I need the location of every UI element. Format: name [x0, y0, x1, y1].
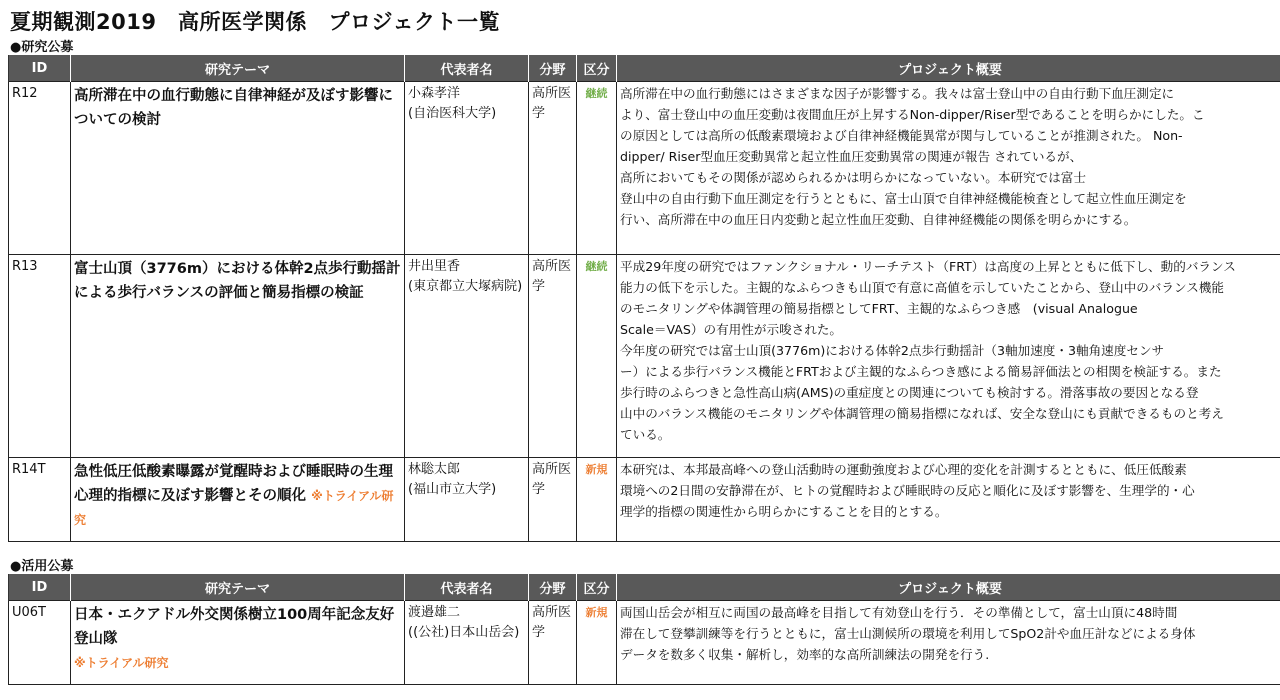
table-row — [9, 601, 1280, 685]
summary-line: 歩行時のふらつきと急性高山病(AMS)の重症度との関連についても検討する。滑落事故の要因となる登 — [620, 385, 1199, 400]
header-id: ID — [9, 55, 71, 82]
row-field: 高所医学 — [529, 255, 577, 458]
row-id: U06T — [9, 601, 71, 685]
row-kubun: 継続 — [577, 82, 617, 255]
row-summary — [617, 601, 1280, 685]
summary-line: 平成29年度の研究ではファンクショナル・リーチテスト（FRT）は高度の上昇とともに低下し、動的バランス — [620, 259, 1236, 274]
rep-name: 小森孝洋 — [408, 86, 461, 101]
summary-line: 山中のバランス機能のモニタリングや体調管理の簡易指標になれば、安全な登山にも貢献できるものと考え — [620, 406, 1224, 421]
row-id: R13 — [9, 255, 71, 458]
theme-text: 日本・エクアドル外交関係樹立100周年記念友好登山隊 — [74, 607, 395, 647]
summary-line: 理学的指標の関連性から明らかにすることを目的とする。 — [620, 504, 948, 519]
rep-affiliation: (自治医科大学) — [408, 106, 497, 121]
row-id: R12 — [9, 82, 71, 255]
row-theme — [71, 458, 405, 542]
rep-name: 渡邉雄二 — [408, 605, 461, 620]
row-theme — [71, 601, 405, 685]
summary-line: 滞在して登攀訓練等を行うとともに，富士山測候所の環境を利用してSpO2計や血圧計などによる身体 — [620, 626, 1196, 641]
summary-line: 環境への2日間の安静滞在が、ヒトの覚醒時および睡眠時の反応と順化に及ぼす影響を、生理学的・心 — [620, 483, 1195, 498]
summary-line: 高所においてもその関係が認められるかは明らかになっていない。本研究では富士 — [620, 170, 1086, 185]
utilization-table — [8, 574, 1280, 685]
header-field: 分野 — [529, 55, 577, 82]
row-theme — [71, 82, 405, 255]
section-label-research: ●研究公募 — [10, 40, 74, 55]
table-header-row — [9, 574, 1280, 601]
row-kubun: 継続 — [577, 255, 617, 458]
table-row — [9, 82, 1280, 255]
summary-line: データを数多く収集・解析し，効率的な高所訓練法の開発を行う. — [620, 647, 990, 662]
row-kubun: 新規 — [577, 601, 617, 685]
summary-line: 両国山岳会が相互に両国の最高峰を目指して有効登山を行う．その準備として，富士山頂に48時間 — [620, 605, 1178, 620]
header-rep: 代表者名 — [405, 55, 529, 82]
summary-line: の原因としては高所の低酸素環境および自律神経機能異常が関与していることが推測された。 Non- — [620, 128, 1183, 143]
header-kubun: 区分 — [577, 574, 617, 601]
trial-badge: ※トライアル研究 — [74, 656, 169, 670]
row-kubun: 新規 — [577, 458, 617, 542]
rep-name: 林聡太郎 — [408, 462, 461, 477]
header-rep: 代表者名 — [405, 574, 529, 601]
summary-line: 今年度の研究では富士山頂(3776m)における体幹2点歩行動揺計（3軸加速度・3軸角速度センサ — [620, 343, 1165, 358]
summary-line: 登山中の自由行動下血圧測定を行うとともに、富士山頂で自律神経機能検査として起立性血圧測定を — [620, 191, 1187, 206]
summary-line: 能力の低下を示した。主観的なふらつきも山頂で有意に高値を示していたことから、登山中のバランス機能 — [620, 280, 1224, 295]
row-summary — [617, 458, 1280, 542]
row-rep — [405, 255, 529, 458]
summary-line: ー）による歩行バランス機能とFRTおよび主観的なふらつき感による簡易評価法との相関を検証する。また — [620, 364, 1222, 379]
summary-line: Scale＝VAS）の有用性が示唆された。 — [620, 322, 843, 337]
row-id: R14T — [9, 458, 71, 542]
rep-affiliation: (福山市立大学) — [408, 482, 497, 497]
header-theme: 研究テーマ — [71, 55, 405, 82]
page-title: 夏期観測2019 高所医学関係 プロジェクト一覧 — [10, 10, 501, 34]
header-field: 分野 — [529, 574, 577, 601]
theme-text: 急性低圧低酸素曝露が覚醒時および睡眠時の生理心理的指標に及ぼす影響とその順化 — [74, 464, 393, 504]
row-summary — [617, 82, 1280, 255]
header-summary: プロジェクト概要 — [617, 55, 1280, 82]
summary-line: より、富士登山中の血圧変動は夜間血圧が上昇するNon-dipper/Riser型であることを明らかにした。こ — [620, 107, 1205, 122]
row-rep — [405, 601, 529, 685]
table-header-row — [9, 55, 1280, 82]
theme-text: 富士山頂（3776m）における体幹2点歩行動揺計による歩行バランスの評価と簡易指標の検証 — [74, 261, 401, 301]
theme-text: 高所滞在中の血行動態に自律神経が及ぼす影響についての検討 — [74, 88, 393, 128]
trial-badge: ※トライアル研究 — [74, 489, 394, 527]
row-field: 高所医学 — [529, 601, 577, 685]
row-rep — [405, 458, 529, 542]
summary-line: 高所滞在中の血行動態にはさまざまな因子が影響する。我々は富士登山中の自由行動下血圧測定に — [620, 86, 1175, 101]
row-field: 高所医学 — [529, 82, 577, 255]
research-table — [8, 55, 1280, 542]
table-row — [9, 255, 1280, 458]
header-summary: プロジェクト概要 — [617, 574, 1280, 601]
header-kubun: 区分 — [577, 55, 617, 82]
summary-line: のモニタリングや体調管理の簡易指標としてFRT、主観的なふらつき感 (visual Analogue — [620, 301, 1138, 316]
row-summary — [617, 255, 1280, 458]
header-theme: 研究テーマ — [71, 574, 405, 601]
summary-line: 本研究は、本邦最高峰への登山活動時の運動強度および心理的変化を計測するとともに、低圧低酸素 — [620, 462, 1187, 477]
rep-affiliation: ((公社)日本山岳会) — [408, 625, 520, 640]
row-theme — [71, 255, 405, 458]
summary-line: ている。 — [620, 427, 671, 442]
section-label-utilization: ●活用公募 — [10, 559, 74, 574]
row-rep — [405, 82, 529, 255]
rep-name: 井出里香 — [408, 259, 461, 274]
table-row — [9, 458, 1280, 542]
header-id: ID — [9, 574, 71, 601]
summary-line: dipper/ Riser型血圧変動異常と起立性血圧変動異常の関連が報告 されているが、 — [620, 149, 1083, 164]
summary-line: 行い、高所滞在中の血圧日内変動と起立性血圧変動、自律神経機能の関係を明らかにする。 — [620, 212, 1137, 227]
rep-affiliation: (東京都立大塚病院) — [408, 279, 523, 294]
row-field: 高所医学 — [529, 458, 577, 542]
